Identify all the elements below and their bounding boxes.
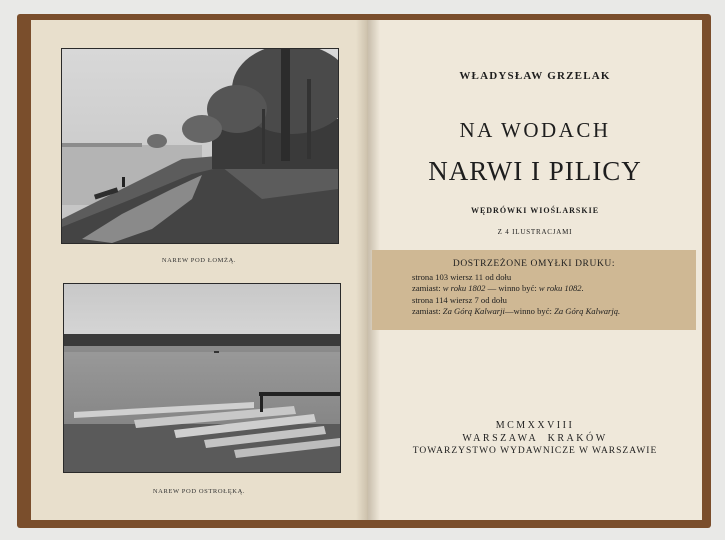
caption-top-photo: NAREW POD ŁOMŻĄ.: [161, 257, 237, 264]
errata-line-1: strona 103 wiersz 11 od dołu: [412, 272, 512, 282]
errata-line-4: zamiast: Za Górą Kalwarji—winno być: Za Górą Kalwarją.: [412, 306, 621, 316]
title-line-2: NARWI I PILICY: [428, 156, 642, 186]
publication-year: MCMXXVIII: [495, 420, 575, 431]
errata-heading: DOSTRZEŻONE OMYŁKI DRUKU:: [452, 259, 616, 269]
illustrations-note: Z 4 ILUSTRACJAMI: [497, 228, 573, 236]
errata-slip: [372, 250, 696, 330]
photo-narew-ostroleka: [63, 283, 341, 473]
errata-line-2: zamiast: w roku 1802 — winno być: w roku 1082.: [412, 283, 584, 293]
subtitle: WĘDRÓWKI WIOŚLARSKIE: [470, 206, 600, 215]
author-name: WŁADYSŁAW GRZELAK: [459, 70, 611, 82]
publication-cities: WARSZAWA KRAKÓW: [462, 433, 608, 444]
errata-line-3: strona 114 wiersz 7 od dołu: [412, 295, 507, 305]
publisher-name: TOWARZYSTWO WYDAWNICZE W WARSZAWIE: [412, 446, 658, 456]
caption-bottom-photo: NAREW POD OSTROŁĘKĄ.: [152, 488, 246, 495]
photo-narew-lomza: [61, 48, 339, 244]
title-line-1: NA WODACH: [459, 118, 611, 142]
